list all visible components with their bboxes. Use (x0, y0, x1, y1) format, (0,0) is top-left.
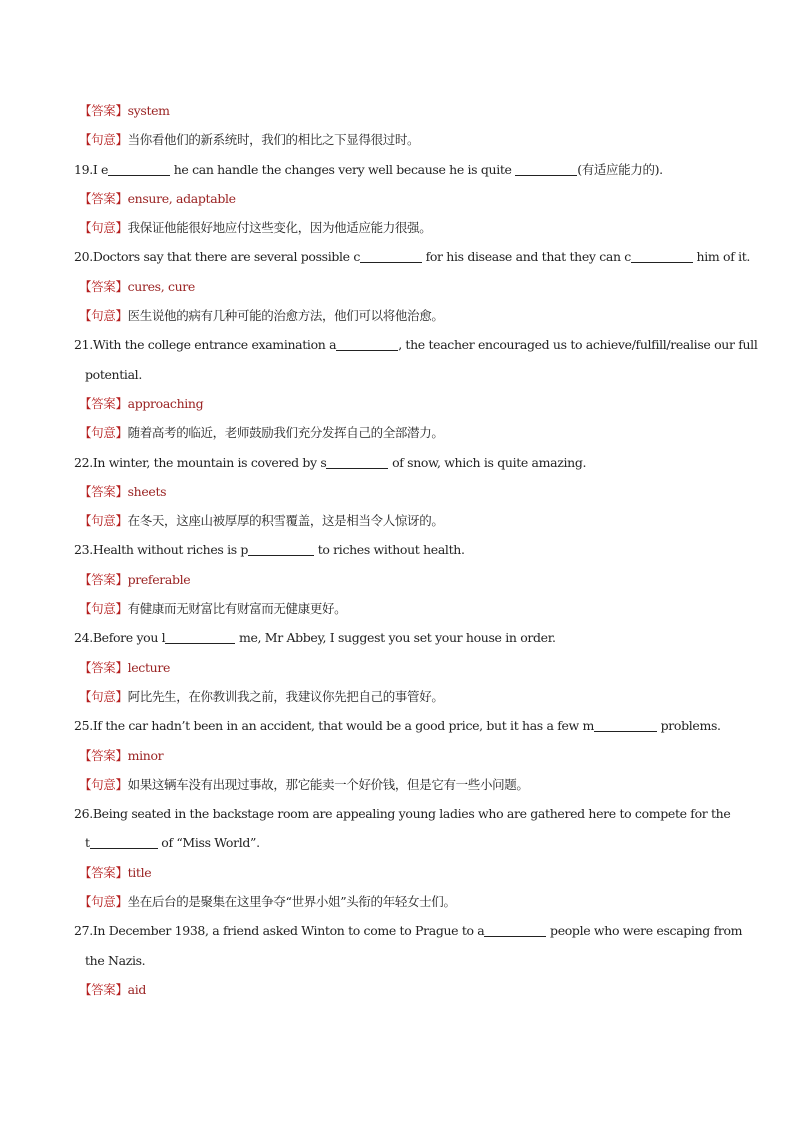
answer-tag: 【答案】 (79, 864, 128, 880)
question-text-start: 24.Before you l (74, 630, 166, 646)
question-line (0, 330, 794, 359)
meaning-tag: 【句意】 (79, 132, 128, 148)
meaning-text: 当你看他们的新系统时，我们的相比之下显得很过时。 (127, 132, 420, 148)
question-line (0, 711, 794, 740)
answer-text: minor (127, 747, 164, 763)
answer-line (0, 184, 794, 213)
meaning-text: 随着高考的临近，老师鼓励我们充分发挥自己的全部潜力。 (127, 425, 444, 441)
meaning-text: 医生说他的病有几种可能的治愈方法，他们可以将他治愈。 (127, 308, 444, 324)
question-text-end: of “Miss World”. (157, 835, 260, 851)
question-text-end: him of it. (692, 249, 751, 265)
question-text-start: 25.If the car hadn’t been in an accident, that would be a good price, but it has a few m (74, 718, 595, 734)
question-text-middle: , the teacher encouraged us to achieve/fulfill/realise our full (398, 337, 758, 353)
question-text-continued: the Nazis. (85, 952, 146, 968)
meaning-text: 坐在后台的是聚集在这里争夺“世界小姐”头衔的年轻女士们。 (127, 894, 456, 910)
question-text-middle: problems. (657, 718, 721, 734)
meaning-line (0, 213, 794, 242)
answer-blank (165, 629, 235, 644)
question-text-start: 23.Health without riches is p (74, 542, 249, 558)
meaning-tag: 【句意】 (79, 776, 128, 792)
answer-blank (336, 336, 398, 351)
answer-blank (515, 161, 577, 176)
meaning-line (0, 594, 794, 623)
question-line (0, 448, 794, 477)
answer-blank (90, 834, 158, 849)
meaning-text: 我保证他能很好地应付这些变化，因为他适应能力很强。 (127, 220, 432, 236)
answer-tag: 【答案】 (79, 395, 128, 411)
answer-blank (484, 922, 546, 937)
question-continuation (0, 946, 794, 975)
question-text-start: 21.With the college entrance examination a (74, 337, 337, 353)
answer-line (0, 741, 794, 770)
meaning-tag: 【句意】 (79, 601, 128, 617)
answer-text: approaching (127, 395, 204, 411)
question-text-middle: people who were escaping from (546, 923, 743, 939)
question-line (0, 242, 794, 271)
meaning-line (0, 125, 794, 154)
meaning-tag: 【句意】 (79, 220, 128, 236)
question-text-start: t (85, 835, 90, 851)
answer-tag: 【答案】 (79, 571, 128, 587)
question-line (0, 623, 794, 652)
answer-text: preferable (127, 571, 191, 587)
question-line (0, 799, 794, 828)
answer-line (0, 653, 794, 682)
meaning-line (0, 506, 794, 535)
meaning-tag: 【句意】 (79, 513, 128, 529)
question-text-middle: he can handle the changes very well because he is quite (170, 161, 516, 177)
question-line (0, 535, 794, 564)
meaning-line (0, 418, 794, 447)
answer-tag: 【答案】 (79, 981, 128, 997)
answer-text: ensure, adaptable (127, 190, 236, 206)
question-text-middle: me, Mr Abbey, I suggest you set your house in order. (235, 630, 556, 646)
meaning-line (0, 770, 794, 799)
answer-line (0, 389, 794, 418)
answer-blank (631, 248, 693, 263)
answer-text: system (127, 103, 170, 118)
answer-tag: 【答案】 (79, 483, 128, 499)
question-text-middle: of snow, which is quite amazing. (388, 454, 587, 470)
answer-tag: 【答案】 (79, 747, 128, 763)
answer-text: cures, cure (127, 278, 195, 294)
answer-line (0, 565, 794, 594)
meaning-tag: 【句意】 (79, 308, 128, 324)
answer-tag: 【答案】 (79, 278, 128, 294)
answer-blank (326, 454, 388, 469)
answer-line (0, 477, 794, 506)
question-text-start: 19.I e (74, 161, 109, 177)
question-text-middle: for his disease and that they can c (421, 249, 631, 265)
meaning-line (0, 301, 794, 330)
answer-blank (248, 541, 314, 556)
answer-tag: 【答案】 (79, 103, 128, 118)
meaning-line (0, 682, 794, 711)
meaning-text: 在冬天，这座山被厚厚的积雪覆盖，这是相当令人惊讶的。 (127, 513, 444, 529)
answer-line (0, 858, 794, 887)
question-text-start: 22.In winter, the mountain is covered by s (74, 454, 327, 470)
meaning-text: 阿比先生，在你教训我之前，我建议你先把自己的事管好。 (127, 688, 444, 704)
question-text-start: 27.In December 1938, a friend asked Winton to come to Prague to a (74, 923, 485, 939)
answer-text: aid (127, 981, 147, 997)
answer-line (0, 96, 794, 125)
answer-tag: 【答案】 (79, 659, 128, 675)
answer-blank (108, 161, 170, 176)
answer-text: lecture (127, 659, 171, 675)
answer-line (0, 975, 794, 1004)
meaning-tag: 【句意】 (79, 894, 128, 910)
meaning-text: 如果这辆车没有出现过事故，那它能卖一个好价钱，但是它有一些小问题。 (127, 776, 529, 792)
meaning-line (0, 887, 794, 916)
question-line (0, 916, 794, 945)
question-line (0, 155, 794, 184)
answer-line (0, 272, 794, 301)
question-text-continued: potential. (85, 366, 142, 382)
answer-text: sheets (127, 483, 167, 499)
answer-blank (594, 717, 657, 732)
question-text-middle: to riches without health. (314, 542, 465, 558)
answer-tag: 【答案】 (79, 190, 128, 206)
question-continuation (0, 360, 794, 389)
question-text-start: 20.Doctors say that there are several possible c (74, 249, 360, 265)
meaning-text: 有健康而无财富比有财富而无健康更好。 (127, 601, 347, 617)
question-continuation (0, 828, 794, 857)
meaning-tag: 【句意】 (79, 425, 128, 441)
question-text-end: (有适应能力的). (577, 161, 663, 177)
question-text-start: 26.Being seated in the backstage room are appealing young ladies who are gathered here to compete for the (74, 806, 731, 822)
answer-blank (360, 248, 422, 263)
meaning-tag: 【句意】 (79, 688, 128, 704)
answer-text: title (127, 864, 152, 880)
document-page (0, 96, 794, 1004)
